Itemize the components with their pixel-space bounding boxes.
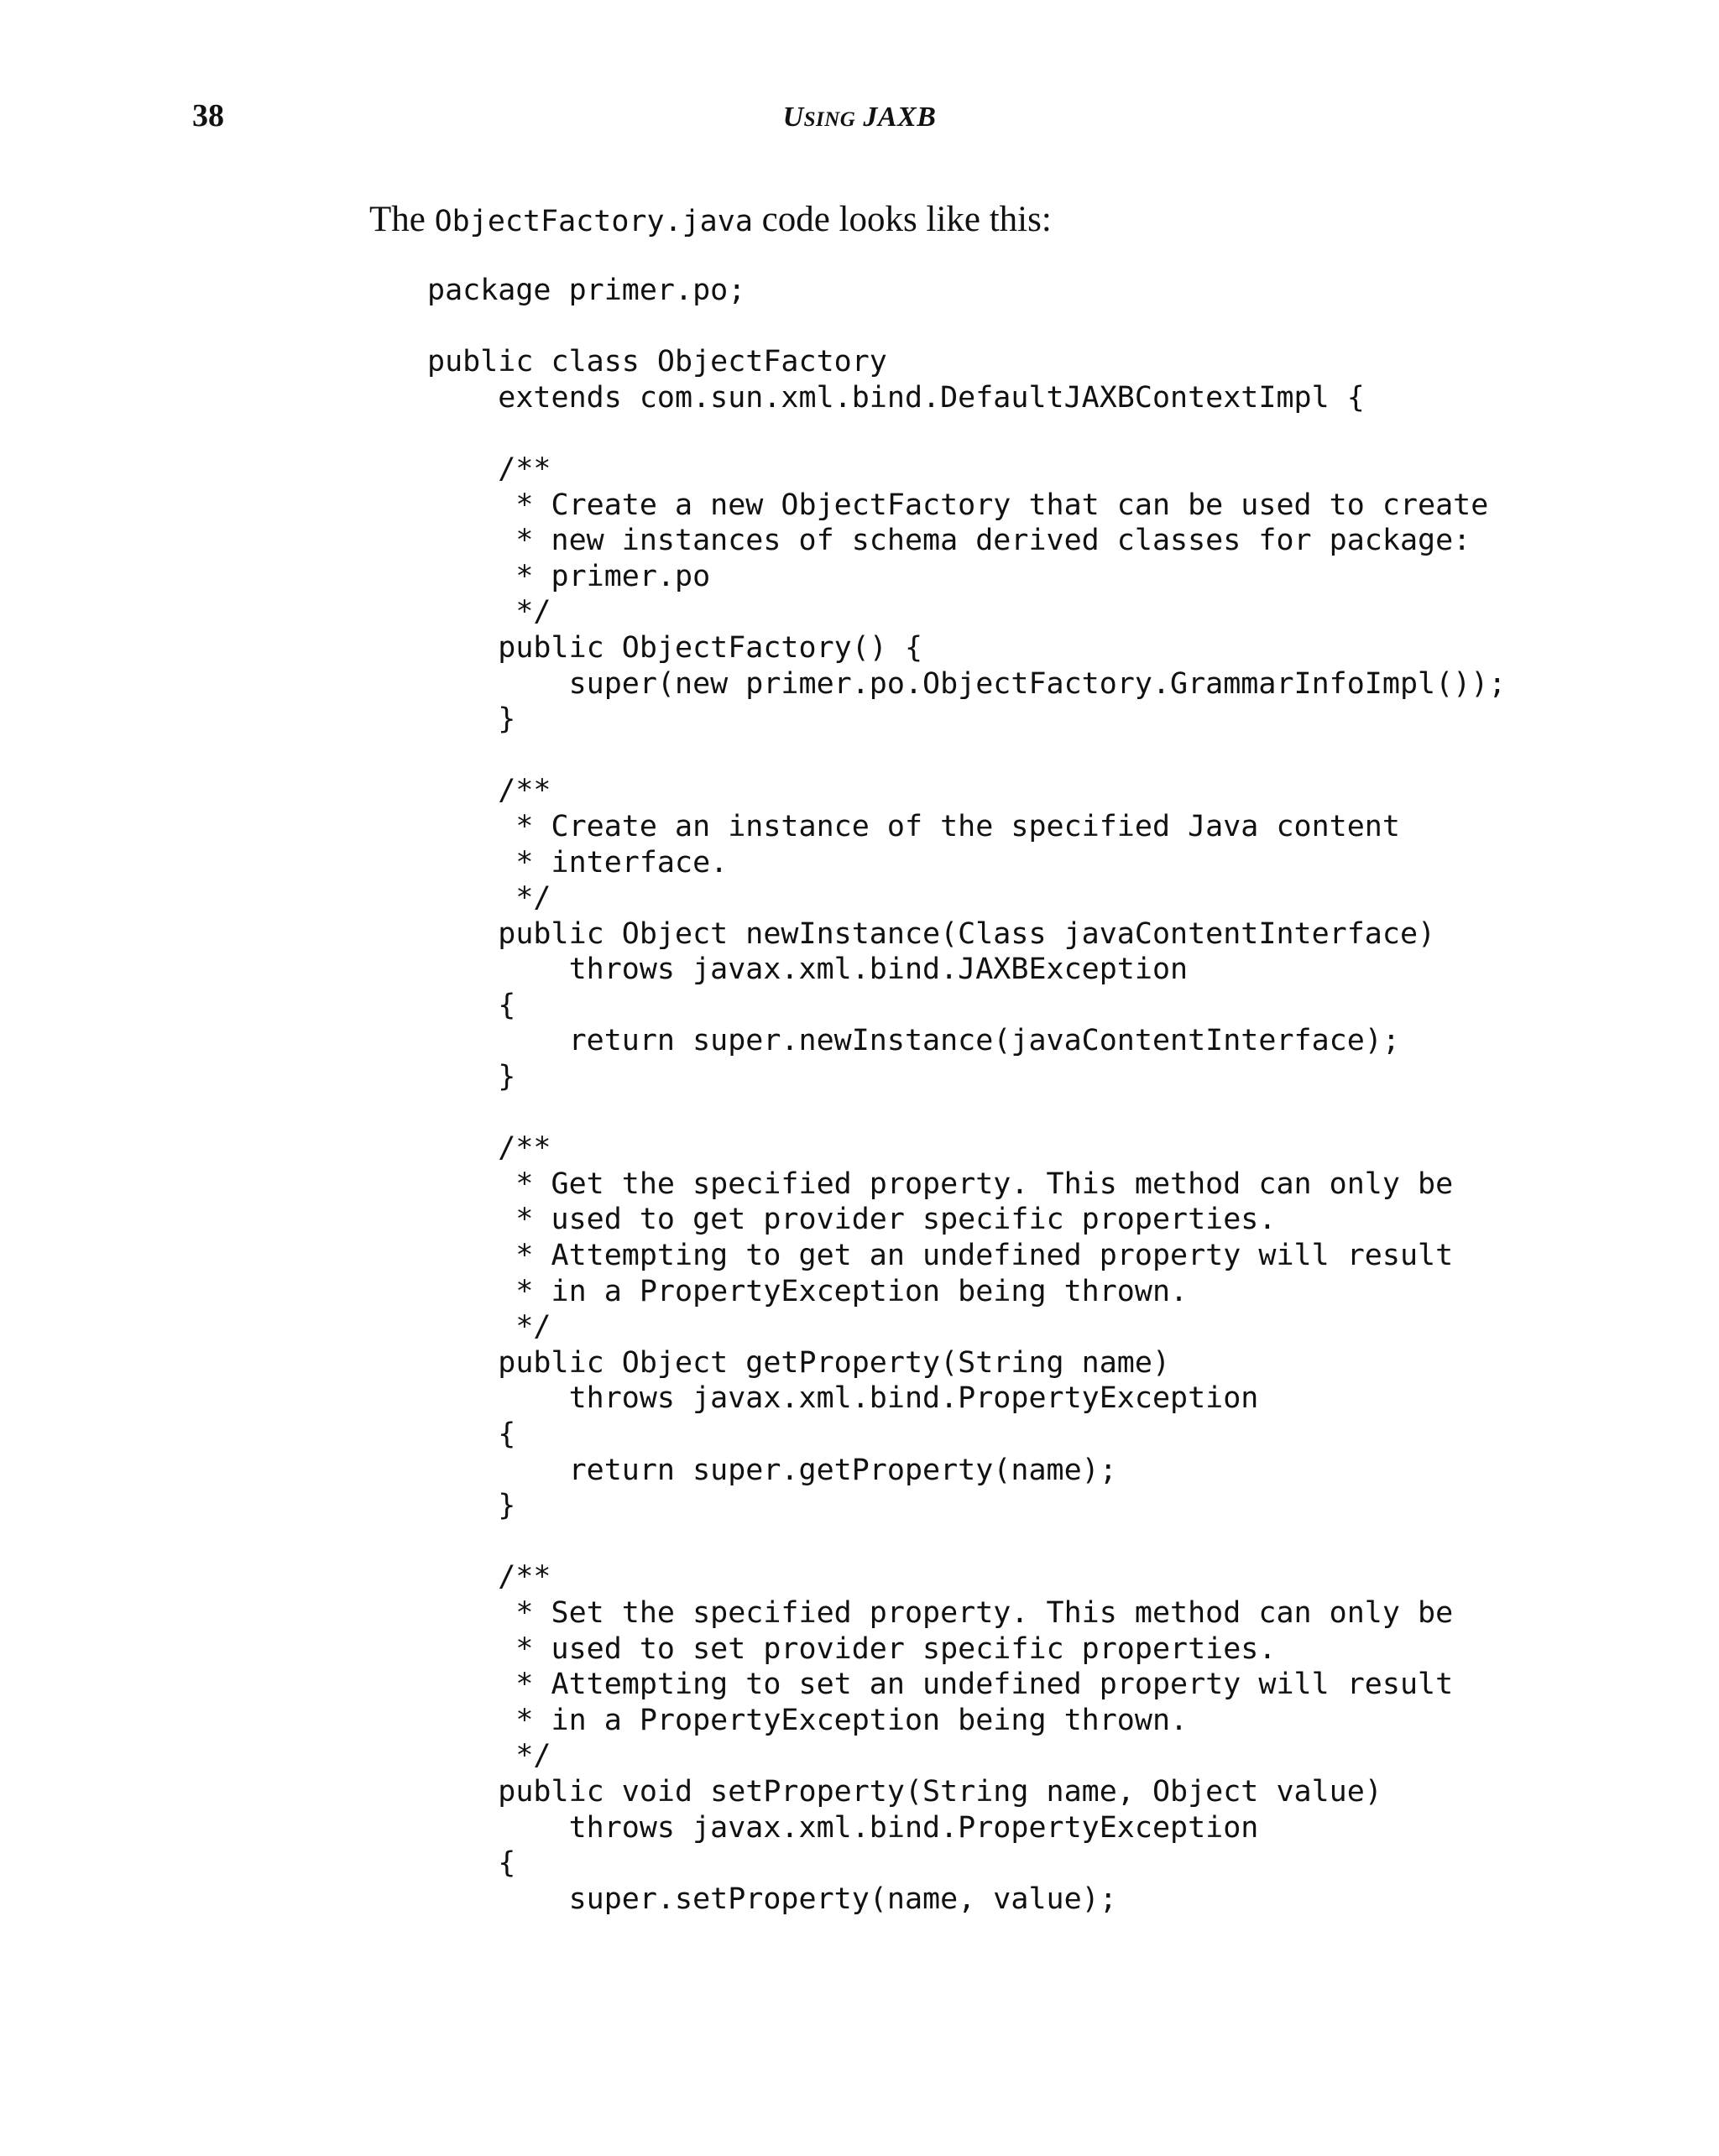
code-line: * new instances of schema derived classes for package: <box>427 524 1471 558</box>
code-line: { <box>427 1846 516 1881</box>
code-line: */ <box>427 1739 551 1773</box>
running-header <box>0 98 1719 137</box>
code-line: } <box>427 1489 516 1523</box>
code-line: public ObjectFactory() { <box>427 630 923 665</box>
code-line: /** <box>427 774 551 808</box>
code-line: throws javax.xml.bind.PropertyException <box>427 1381 1259 1416</box>
code-line: * Attempting to get an undefined property will result <box>427 1239 1454 1273</box>
code-line: * used to get provider specific properties. <box>427 1203 1277 1237</box>
code-line: * in a PropertyException being thrown. <box>427 1274 1189 1308</box>
code-line: public class ObjectFactory <box>427 345 887 379</box>
code-line: */ <box>427 1310 551 1344</box>
code-line: /** <box>427 452 551 486</box>
code-line: return super.newInstance(javaContentInterface); <box>427 1024 1400 1058</box>
code-line: throws javax.xml.bind.PropertyException <box>427 1810 1259 1845</box>
code-line: throws javax.xml.bind.JAXBException <box>427 953 1189 987</box>
code-line <box>427 309 1506 345</box>
running-header-rest: JAXB <box>855 102 937 133</box>
code-line: * used to set provider specific properties. <box>427 1631 1277 1666</box>
code-line: } <box>427 702 516 737</box>
code-line: package primer.po; <box>427 274 746 307</box>
page-number: 38 <box>192 98 224 133</box>
code-line: * Create an instance of the specified Java content <box>427 809 1400 843</box>
code-listing <box>427 273 1506 1917</box>
code-line: { <box>427 988 516 1022</box>
code-line <box>427 1095 1506 1131</box>
intro-paragraph <box>369 198 1052 243</box>
intro-text-before: The <box>369 200 435 239</box>
code-line: /** <box>427 1131 551 1166</box>
code-line <box>427 1524 1506 1560</box>
intro-inline-code: ObjectFactory.java <box>434 205 753 238</box>
code-line: return super.getProperty(name); <box>427 1453 1117 1487</box>
code-line <box>427 415 1506 452</box>
code-line: * Attempting to set an undefined property will result <box>427 1668 1454 1702</box>
code-line: } <box>427 1060 516 1094</box>
code-line: * Get the specified property. This method can only be <box>427 1167 1454 1201</box>
code-line: */ <box>427 595 551 629</box>
code-line <box>427 738 1506 774</box>
code-line: public Object newInstance(Class javaContentInterface) <box>427 916 1436 951</box>
running-header-small-caps: SING <box>803 108 856 131</box>
code-line: * primer.po <box>427 559 711 593</box>
code-line: /** <box>427 1560 551 1595</box>
code-line: * Create a new ObjectFactory that can be used to create <box>427 488 1489 522</box>
code-line: public void setProperty(String name, Object value) <box>427 1774 1382 1809</box>
code-line: super(new primer.po.ObjectFactory.GrammarInfoImpl()); <box>427 666 1507 701</box>
code-line: * in a PropertyException being thrown. <box>427 1703 1189 1737</box>
code-line: { <box>427 1417 516 1451</box>
code-line: super.setProperty(name, value); <box>427 1882 1117 1916</box>
intro-text-after: code looks like this: <box>752 200 1052 239</box>
code-line: extends com.sun.xml.bind.DefaultJAXBContextImpl { <box>427 380 1365 415</box>
code-line: * Set the specified property. This method can only be <box>427 1595 1454 1630</box>
code-line: * interface. <box>427 845 729 880</box>
running-header-initial: U <box>782 102 804 133</box>
code-line: */ <box>427 881 551 916</box>
code-line: public Object getProperty(String name) <box>427 1345 1171 1380</box>
